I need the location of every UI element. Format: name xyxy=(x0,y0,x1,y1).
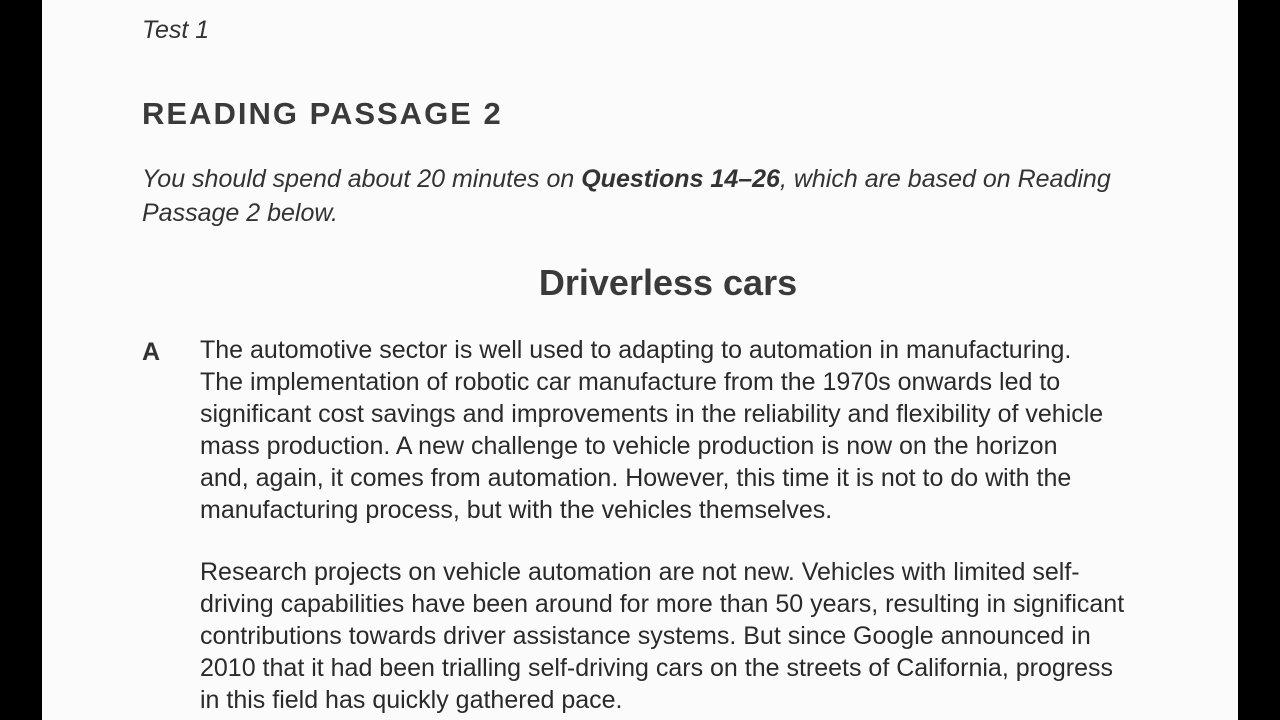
paragraph-letter: A xyxy=(142,338,161,366)
paragraph-line: and, again, it comes from automation. However, this time it is not to do with the xyxy=(200,464,1072,492)
paragraph-a xyxy=(200,334,1210,526)
section-title: READING PASSAGE 2 xyxy=(142,96,503,131)
instructions xyxy=(142,162,1202,230)
paragraph-line: 2010 that it had been trialling self-driving cars on the streets of California, progress xyxy=(200,654,1113,682)
instructions-before: You should spend about 20 minutes on xyxy=(142,165,582,193)
test-label: Test 1 xyxy=(142,16,210,44)
paragraph-line: Research projects on vehicle automation are not new. Vehicles with limited self- xyxy=(200,558,1080,586)
document-page xyxy=(42,0,1238,720)
paragraph-line: significant cost savings and improvements in the reliability and flexibility of vehicle xyxy=(200,400,1104,428)
paragraph-line: contributions towards driver assistance systems. But since Google announced in xyxy=(200,622,1091,650)
instructions-after: , which are based on Reading Passage 2 below. xyxy=(142,165,1111,227)
passage-title: Driverless cars xyxy=(538,262,798,303)
paragraph-a-continued xyxy=(200,556,1210,716)
paragraph-line: The automotive sector is well used to adapting to automation in manufacturing. xyxy=(200,336,1072,364)
instructions-questions: Questions 14–26 xyxy=(581,165,780,193)
paragraph-line: in this field has quickly gathered pace. xyxy=(200,686,623,714)
paragraph-line: mass production. A new challenge to vehicle production is now on the horizon xyxy=(200,432,1058,460)
paragraph-line: The implementation of robotic car manufacture from the 1970s onwards led to xyxy=(200,368,1061,396)
paragraph-line: driving capabilities have been around for more than 50 years, resulting in significant xyxy=(200,590,1125,618)
paragraph-line: manufacturing process, but with the vehicles themselves. xyxy=(200,496,833,524)
